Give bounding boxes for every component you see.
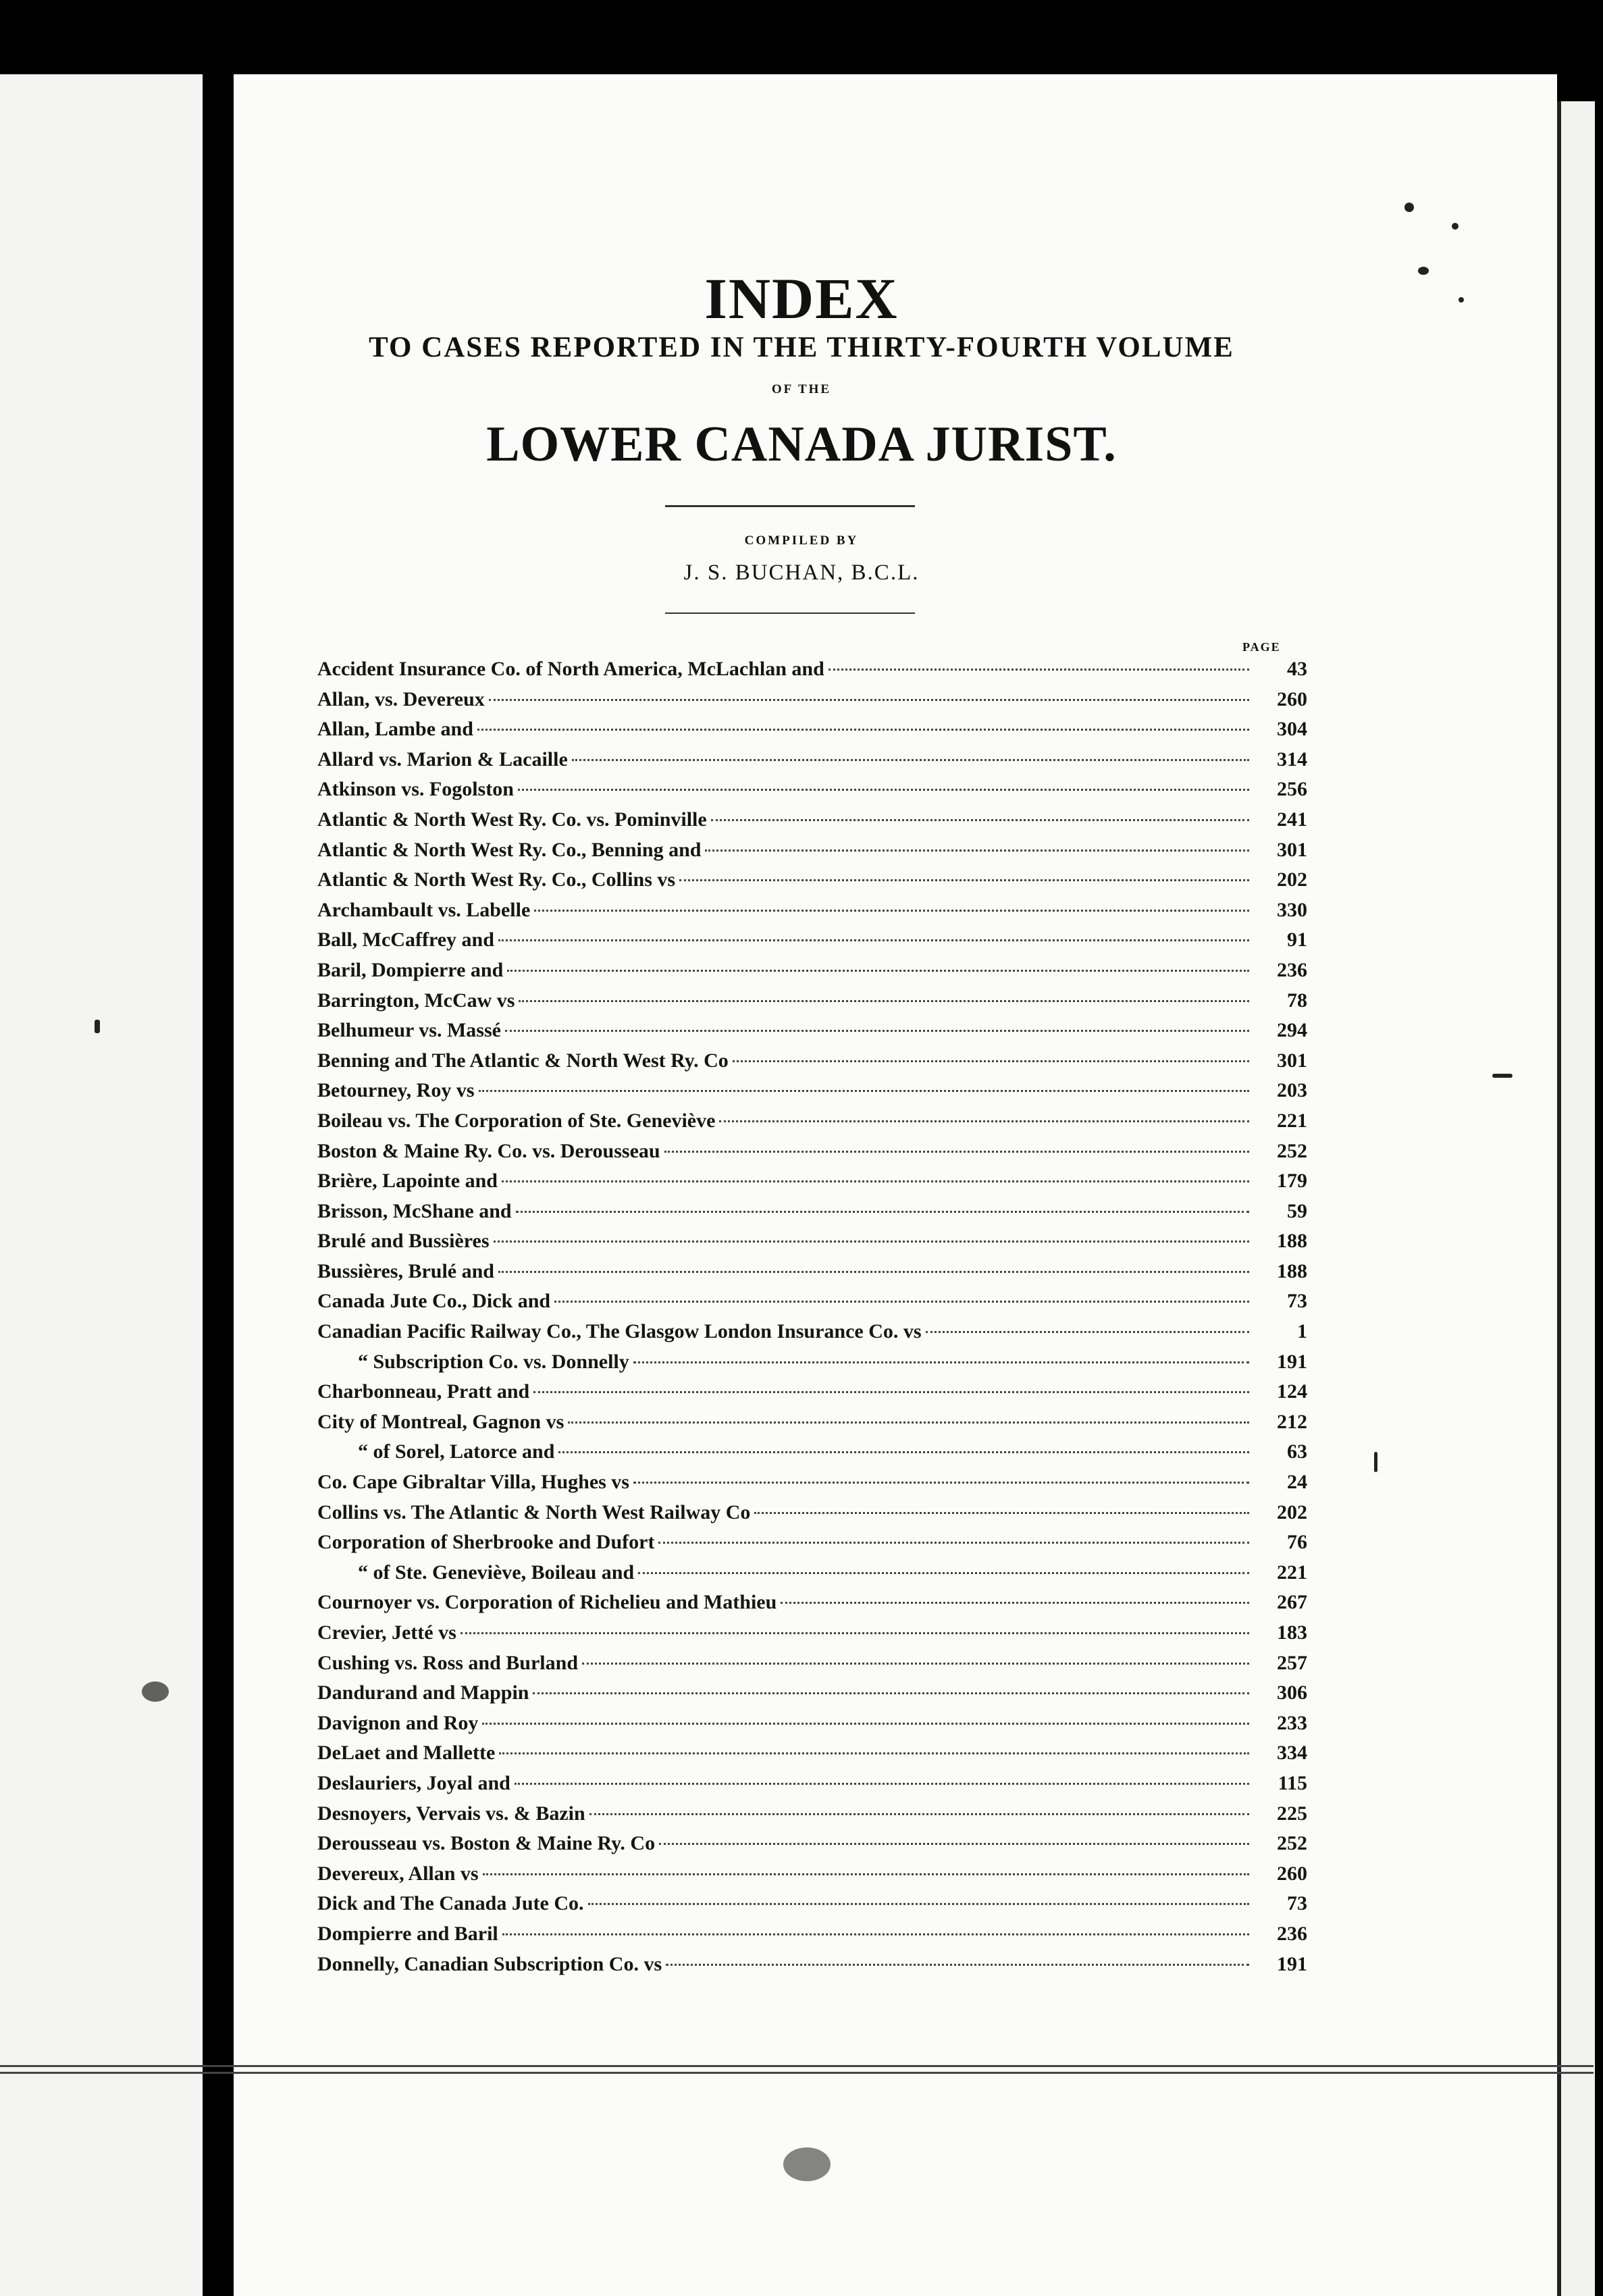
- index-entry: [317, 718, 1307, 748]
- entry-page-number: 191: [1277, 1952, 1307, 1975]
- index-entry: [317, 1501, 1307, 1532]
- dot-leader: [519, 1000, 1249, 1002]
- index-entries: [317, 658, 1307, 1983]
- index-entry: [317, 1079, 1307, 1110]
- index-entry: [317, 1832, 1307, 1862]
- entry-case-name: “ of Ste. Geneviève, Boileau and: [358, 1561, 635, 1584]
- entry-case-name: Davignon and Roy: [317, 1711, 479, 1734]
- index-entry: [317, 658, 1307, 688]
- index-entry: [317, 1230, 1307, 1260]
- index-entry: [317, 1110, 1307, 1140]
- index-subtitle: TO CASES REPORTED IN THE THIRTY-FOURTH VOLUME: [369, 332, 1234, 363]
- dot-leader: [507, 970, 1249, 972]
- entry-page-number: 191: [1277, 1350, 1307, 1373]
- entry-page-number: 24: [1287, 1471, 1307, 1494]
- scan-speck: [1404, 203, 1414, 212]
- entry-page-number: 115: [1278, 1771, 1307, 1794]
- dot-leader: [498, 939, 1249, 941]
- dot-leader: [705, 850, 1249, 852]
- entry-case-name: Accident Insurance Co. of North America, McLachlan and: [317, 658, 824, 680]
- index-entry: [317, 1440, 1307, 1471]
- entry-case-name: Belhumeur vs. Massé: [317, 1019, 501, 1042]
- dot-leader: [502, 1180, 1249, 1182]
- dot-leader: [638, 1572, 1249, 1574]
- entry-case-name: Derousseau vs. Boston & Maine Ry. Co: [317, 1832, 656, 1855]
- entry-case-name: Allan, Lambe and: [317, 718, 473, 741]
- dot-leader: [515, 1783, 1249, 1785]
- entry-case-name: Corporation of Sherbrooke and Dufort: [317, 1531, 655, 1554]
- entry-page-number: 212: [1277, 1410, 1307, 1433]
- entry-page-number: 241: [1277, 808, 1307, 831]
- entry-case-name: Charbonneau, Pratt and: [317, 1380, 530, 1403]
- index-entry: [317, 1681, 1307, 1712]
- entry-page-number: 334: [1277, 1742, 1307, 1765]
- entry-page-number: 306: [1277, 1681, 1307, 1704]
- dot-leader: [533, 1692, 1249, 1694]
- index-entry: [317, 1411, 1307, 1441]
- entry-case-name: Boston & Maine Ry. Co. vs. Derousseau: [317, 1139, 660, 1162]
- entry-case-name: DeLaet and Mallette: [317, 1742, 496, 1765]
- index-entry: [317, 1260, 1307, 1290]
- entry-page-number: 252: [1277, 1832, 1307, 1855]
- entry-case-name: Dandurand and Mappin: [317, 1681, 529, 1704]
- dot-leader: [754, 1512, 1249, 1514]
- entry-page-number: 252: [1277, 1139, 1307, 1162]
- index-entry: [317, 808, 1307, 839]
- entry-page-number: 59: [1287, 1199, 1307, 1222]
- dot-leader: [554, 1301, 1249, 1303]
- entry-case-name: Barrington, McCaw vs: [317, 989, 515, 1012]
- entry-page-number: 257: [1277, 1651, 1307, 1674]
- page-column-header: PAGE: [1242, 640, 1281, 654]
- dot-leader: [633, 1482, 1249, 1484]
- entry-case-name: “ of Sorel, Latorce and: [358, 1440, 555, 1463]
- dot-leader: [479, 1090, 1250, 1092]
- index-entry: [317, 1621, 1307, 1652]
- dot-leader: [483, 1873, 1249, 1875]
- entry-page-number: 188: [1277, 1259, 1307, 1282]
- entry-page-number: 294: [1277, 1019, 1307, 1042]
- entry-case-name: Allan, vs. Devereux: [317, 687, 485, 710]
- scan-speck: [1492, 1074, 1513, 1078]
- entry-page-number: 256: [1277, 778, 1307, 801]
- scan-border-line: [0, 2065, 1594, 2067]
- dot-leader: [505, 1030, 1249, 1032]
- entry-case-name: Boileau vs. The Corporation of Ste. Geneviève: [317, 1109, 716, 1132]
- entry-page-number: 179: [1277, 1170, 1307, 1193]
- page-gutter: [203, 74, 234, 2296]
- dot-leader: [572, 759, 1249, 761]
- dot-leader: [711, 819, 1249, 821]
- dot-leader: [502, 1933, 1249, 1935]
- dot-leader: [781, 1602, 1249, 1604]
- index-entry: [317, 1320, 1307, 1351]
- entry-case-name: Collins vs. The Atlantic & North West Railway Co: [317, 1501, 751, 1523]
- entry-case-name: Atlantic & North West Ry. Co. vs. Pominville: [317, 808, 707, 831]
- entry-page-number: 267: [1277, 1591, 1307, 1614]
- entry-case-name: Atkinson vs. Fogolston: [317, 778, 514, 801]
- entry-case-name: Dick and The Canada Jute Co.: [317, 1892, 584, 1915]
- scan-border-line: [0, 2072, 1594, 2074]
- scan-speck: [95, 1020, 100, 1033]
- index-entry: [317, 959, 1307, 989]
- entry-page-number: 221: [1277, 1561, 1307, 1584]
- dot-leader: [568, 1421, 1249, 1424]
- entry-page-number: 202: [1277, 1501, 1307, 1523]
- entry-page-number: 73: [1287, 1290, 1307, 1313]
- dot-leader: [498, 1271, 1249, 1273]
- entry-case-name: Benning and The Atlantic & North West Ry. Co: [317, 1049, 729, 1072]
- index-entry: [317, 1049, 1307, 1080]
- header-rule: [665, 612, 915, 614]
- entry-case-name: Devereux, Allan vs: [317, 1862, 479, 1885]
- index-entry: [317, 868, 1307, 899]
- entry-page-number: 221: [1277, 1109, 1307, 1132]
- index-entry: [317, 688, 1307, 719]
- dot-leader: [719, 1120, 1249, 1122]
- index-entry: [317, 1892, 1307, 1923]
- index-entry: [317, 1923, 1307, 1953]
- entry-case-name: Ball, McCaffrey and: [317, 929, 494, 951]
- entry-case-name: Allard vs. Marion & Lacaille: [317, 748, 568, 771]
- entry-case-name: Archambault vs. Labelle: [317, 898, 531, 921]
- entry-page-number: 233: [1277, 1711, 1307, 1734]
- entry-page-number: 43: [1287, 658, 1307, 680]
- index-entry: [317, 1652, 1307, 1682]
- index-entry: [317, 1200, 1307, 1230]
- scan-speck: [1452, 223, 1459, 230]
- dot-leader: [489, 699, 1249, 701]
- dot-leader: [588, 1903, 1249, 1905]
- index-entry: [317, 839, 1307, 869]
- index-entry: [317, 1351, 1307, 1381]
- entry-case-name: Brière, Lapointe and: [317, 1170, 498, 1193]
- entry-page-number: 202: [1277, 868, 1307, 891]
- entry-page-number: 304: [1277, 718, 1307, 741]
- entry-case-name: Canada Jute Co., Dick and: [317, 1290, 551, 1313]
- compiler-name: J. S. BUCHAN, B.C.L.: [683, 560, 920, 585]
- dot-leader: [477, 729, 1249, 731]
- dot-leader: [494, 1241, 1250, 1243]
- index-entry: [317, 1561, 1307, 1592]
- entry-case-name: Cushing vs. Ross and Burland: [317, 1651, 579, 1674]
- entry-page-number: 330: [1277, 898, 1307, 921]
- scan-speck: [1374, 1452, 1377, 1472]
- dot-leader: [534, 910, 1249, 912]
- entry-page-number: 78: [1287, 989, 1307, 1012]
- entry-page-number: 203: [1277, 1079, 1307, 1102]
- index-entry: [317, 1772, 1307, 1802]
- dot-leader: [461, 1632, 1249, 1634]
- dot-leader: [516, 1211, 1249, 1213]
- entry-case-name: Crevier, Jetté vs: [317, 1621, 456, 1644]
- index-entry: [317, 1802, 1307, 1833]
- entry-page-number: 91: [1287, 929, 1307, 951]
- entry-page-number: 236: [1277, 958, 1307, 981]
- entry-page-number: 314: [1277, 748, 1307, 771]
- entry-case-name: Brulé and Bussières: [317, 1230, 490, 1253]
- index-entry: [317, 778, 1307, 808]
- dot-leader: [582, 1663, 1249, 1665]
- entry-case-name: Deslauriers, Joyal and: [317, 1771, 510, 1794]
- dot-leader: [664, 1151, 1249, 1153]
- dot-leader: [659, 1843, 1249, 1845]
- dot-leader: [533, 1391, 1249, 1393]
- entry-page-number: 183: [1277, 1621, 1307, 1644]
- dot-leader: [679, 879, 1249, 881]
- journal-title: LOWER CANADA JURIST.: [486, 417, 1117, 472]
- dot-leader: [589, 1813, 1249, 1815]
- index-entry: [317, 748, 1307, 779]
- index-entry: [317, 1591, 1307, 1621]
- entry-page-number: 73: [1287, 1892, 1307, 1915]
- index-title: INDEX: [704, 266, 899, 331]
- entry-page-number: 1: [1297, 1320, 1307, 1343]
- entry-case-name: Donnelly, Canadian Subscription Co. vs: [317, 1952, 662, 1975]
- entry-case-name: Baril, Dompierre and: [317, 958, 504, 981]
- entry-case-name: Atlantic & North West Ry. Co., Benning and: [317, 838, 702, 861]
- scan-speck: [142, 1681, 169, 1702]
- entry-page-number: 301: [1277, 1049, 1307, 1072]
- entry-page-number: 188: [1277, 1230, 1307, 1253]
- index-entry: [317, 1712, 1307, 1742]
- dot-leader: [666, 1964, 1249, 1966]
- dot-leader: [633, 1361, 1249, 1363]
- entry-case-name: Atlantic & North West Ry. Co., Collins vs: [317, 868, 676, 891]
- index-entry: [317, 929, 1307, 959]
- entry-page-number: 76: [1287, 1531, 1307, 1554]
- entry-case-name: Co. Cape Gibraltar Villa, Hughes vs: [317, 1471, 629, 1494]
- entry-case-name: Bussières, Brulé and: [317, 1259, 494, 1282]
- dot-leader: [829, 669, 1249, 671]
- entry-page-number: 301: [1277, 838, 1307, 861]
- index-entry: [317, 989, 1307, 1020]
- dot-leader: [518, 789, 1249, 791]
- facing-page-edge: [0, 74, 203, 2296]
- entry-page-number: 260: [1277, 687, 1307, 710]
- dot-leader: [926, 1331, 1249, 1333]
- index-entry: [317, 1953, 1307, 1983]
- entry-case-name: Cournoyer vs. Corporation of Richelieu and Mathieu: [317, 1591, 777, 1614]
- dot-leader: [733, 1060, 1249, 1062]
- entry-page-number: 124: [1277, 1380, 1307, 1403]
- index-entry: [317, 1742, 1307, 1772]
- index-entry: [317, 1531, 1307, 1561]
- dot-leader: [499, 1752, 1249, 1754]
- entry-page-number: 260: [1277, 1862, 1307, 1885]
- of-the-label: OF THE: [771, 382, 832, 396]
- index-entry: [317, 899, 1307, 929]
- entry-page-number: 63: [1287, 1440, 1307, 1463]
- entry-case-name: Betourney, Roy vs: [317, 1079, 475, 1102]
- index-entry: [317, 1471, 1307, 1501]
- dot-leader: [558, 1451, 1249, 1453]
- entry-case-name: Desnoyers, Vervais vs. & Bazin: [317, 1802, 585, 1825]
- header-rule: [665, 505, 915, 507]
- entry-case-name: “ Subscription Co. vs. Donnelly: [358, 1350, 629, 1373]
- index-entry: [317, 1170, 1307, 1200]
- compiled-by-label: COMPILED BY: [744, 533, 859, 548]
- entry-case-name: Canadian Pacific Railway Co., The Glasgow London Insurance Co. vs: [317, 1320, 922, 1343]
- entry-case-name: City of Montreal, Gagnon vs: [317, 1410, 564, 1433]
- entry-case-name: Dompierre and Baril: [317, 1922, 498, 1945]
- index-entry: [317, 1019, 1307, 1049]
- scan-speck: [783, 2147, 831, 2181]
- dot-leader: [482, 1723, 1249, 1725]
- index-entry: [317, 1862, 1307, 1893]
- entry-case-name: Brisson, McShane and: [317, 1199, 512, 1222]
- index-entry: [317, 1380, 1307, 1411]
- dot-leader: [658, 1542, 1249, 1544]
- entry-page-number: 225: [1277, 1802, 1307, 1825]
- index-entry: [317, 1140, 1307, 1170]
- entry-page-number: 236: [1277, 1922, 1307, 1945]
- index-entry: [317, 1290, 1307, 1320]
